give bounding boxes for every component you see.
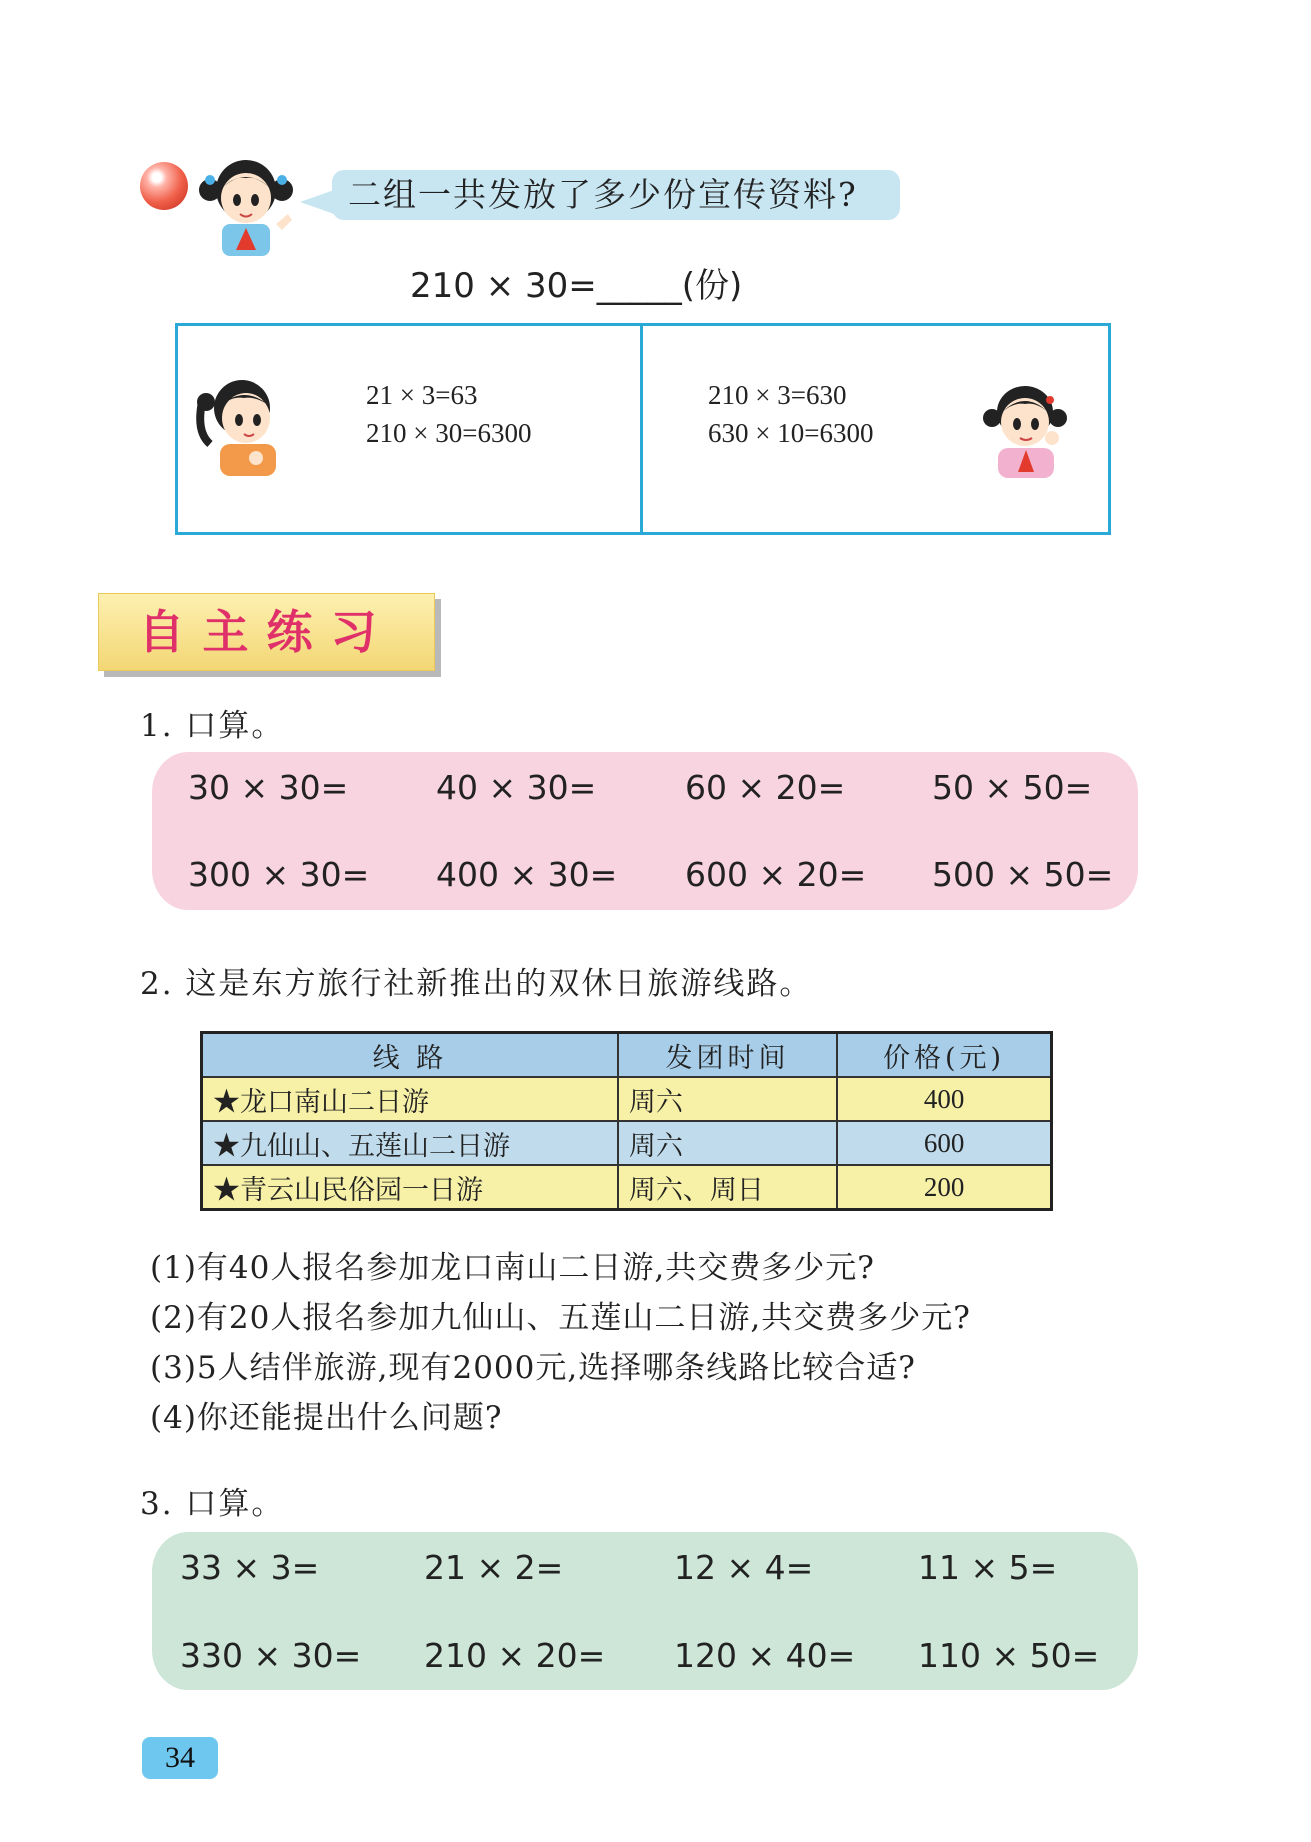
sub-question: (3)5人结伴旅游,现有2000元,选择哪条线路比较合适? xyxy=(150,1350,916,1386)
method-right-line1: 210 × 3=630 xyxy=(708,380,847,410)
q3-item: 330 × 30= xyxy=(180,1636,362,1675)
q3-item: 210 × 20= xyxy=(424,1636,606,1675)
q1-item: 60 × 20= xyxy=(685,768,846,807)
table-row xyxy=(202,1165,1052,1210)
q1-item: 30 × 30= xyxy=(188,768,349,807)
q1-title: 1. 口算。 xyxy=(140,708,285,744)
price-cell: 600 xyxy=(837,1121,1051,1165)
equation-blank: _____ xyxy=(596,266,682,306)
route-cell: ★九仙山、五莲山二日游 xyxy=(202,1121,618,1165)
header-price: 价格(元) xyxy=(837,1033,1051,1078)
price-cell: 400 xyxy=(837,1077,1051,1121)
section-header xyxy=(98,593,435,671)
method-left-line2: 210 × 30=6300 xyxy=(366,418,532,448)
method-right-line2: 630 × 10=6300 xyxy=(708,418,874,448)
time-cell: 周六 xyxy=(618,1077,837,1121)
equation-unit: (份) xyxy=(681,266,743,306)
header-time: 发团时间 xyxy=(618,1033,837,1078)
q3-item: 120 × 40= xyxy=(674,1636,856,1675)
girl-left-avatar xyxy=(196,372,292,476)
sub-question: (1)有40人报名参加龙口南山二日游,共交费多少元? xyxy=(150,1250,875,1286)
q1-item: 600 × 20= xyxy=(685,855,867,894)
sub-question: (2)有20人报名参加九仙山、五莲山二日游,共交费多少元? xyxy=(150,1300,971,1336)
time-cell: 周六、周日 xyxy=(618,1165,837,1210)
methods-box xyxy=(175,323,1111,535)
q3-item: 110 × 50= xyxy=(918,1636,1100,1675)
q2-sub-questions xyxy=(150,1243,971,1443)
q3-item: 33 × 3= xyxy=(180,1548,320,1587)
red-ball-icon xyxy=(140,162,188,210)
routes-table xyxy=(200,1031,1053,1211)
q3-title: 3. 口算。 xyxy=(140,1486,285,1522)
price-cell: 200 xyxy=(837,1165,1051,1210)
speech-bubble-tail xyxy=(300,190,334,214)
route-cell: ★龙口南山二日游 xyxy=(202,1077,618,1121)
q3-item: 21 × 2= xyxy=(424,1548,564,1587)
main-equation xyxy=(410,258,742,307)
table-header-row xyxy=(202,1033,1052,1078)
q1-item: 300 × 30= xyxy=(188,855,370,894)
table-row xyxy=(202,1077,1052,1121)
table-row xyxy=(202,1121,1052,1165)
method-left-text xyxy=(366,376,531,452)
method-right-text xyxy=(708,376,873,452)
girl-avatar xyxy=(196,150,296,256)
q1-item: 400 × 30= xyxy=(436,855,618,894)
q1-item: 40 × 30= xyxy=(436,768,597,807)
time-cell: 周六 xyxy=(618,1121,837,1165)
q3-item: 11 × 5= xyxy=(918,1548,1058,1587)
q3-item: 12 × 4= xyxy=(674,1548,814,1587)
page-number: 34 xyxy=(142,1737,218,1779)
speech-bubble: 二组一共发放了多少份宣传资料? xyxy=(332,170,900,220)
q2-title: 2. 这是东方旅行社新推出的双休日旅游线路。 xyxy=(140,966,813,1002)
equation-expression: 210 × 30= xyxy=(410,266,597,306)
section-title: 自主练习 xyxy=(138,605,395,659)
method-left-line1: 21 × 3=63 xyxy=(366,380,478,410)
route-cell: ★青云山民俗园一日游 xyxy=(202,1165,618,1210)
q1-item: 50 × 50= xyxy=(932,768,1093,807)
sub-question: (4)你还能提出什么问题? xyxy=(150,1400,503,1436)
methods-divider xyxy=(640,323,643,535)
header-route: 线 路 xyxy=(202,1033,618,1078)
girl-right-avatar xyxy=(980,378,1070,478)
q1-item: 500 × 50= xyxy=(932,855,1114,894)
